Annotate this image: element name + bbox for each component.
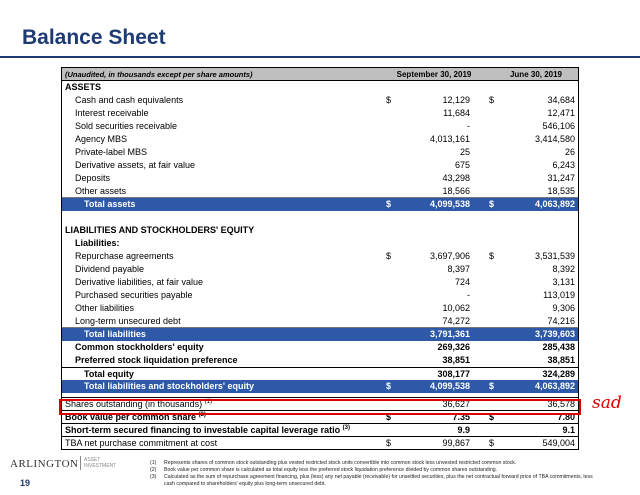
cell-label: Purchased securities payable [75, 290, 193, 300]
cell-v1: 18,566 [442, 186, 470, 196]
table-header [62, 68, 578, 81]
cell-v1: 25 [459, 147, 470, 157]
table-row [62, 94, 578, 107]
table-row [62, 107, 578, 120]
cell-v1: 12,129 [442, 95, 470, 105]
header-col-sep-2019: September 30, 2019 [396, 70, 472, 79]
cell-label: Derivative assets, at fair value [75, 160, 196, 170]
cell-v2: 74,216 [547, 316, 575, 326]
table-row [62, 159, 578, 172]
liab-equity-heading: LIABILITIES AND STOCKHOLDERS' EQUITY [65, 225, 255, 235]
shares-outstanding-row: Shares outstanding (in thousands) $^{(1)}$ 36,627 36,578 [62, 397, 578, 410]
company-logo: ARLINGTON [10, 458, 79, 470]
cell-v2: 31,247 [547, 173, 575, 183]
total-liab-equity-row: Total liabilities and stockholders' equity $ 4,099,538 $ 4,063,892 [62, 380, 578, 393]
cell-v1: 43,298 [442, 173, 470, 183]
liabilities-heading: Liabilities: [75, 238, 120, 248]
table-row [62, 146, 578, 159]
logo-divider [80, 456, 81, 470]
cell-v1: - [467, 121, 470, 131]
table-row [62, 263, 578, 276]
cell-label: Sold securities receivable [75, 121, 178, 131]
common-equity-row: Common stockholders' equity 269,326 285,438 [75, 342, 575, 352]
cell-v1: 74,272 [442, 316, 470, 326]
table-row [62, 185, 578, 198]
assets-heading: ASSETS [65, 82, 102, 92]
cell-v2: 26 [564, 147, 575, 157]
page-number: 19 [20, 478, 31, 488]
cell-v1: 10,062 [442, 303, 470, 313]
cell-v1: 11,684 [443, 108, 470, 118]
cell-label: Other liabilities [75, 303, 135, 313]
header-label: (Unaudited, in thousands except per share amounts) [65, 70, 253, 79]
sad-annotation: sad [592, 393, 622, 413]
cell-label: Repurchase agreements [75, 251, 174, 261]
table-row [62, 120, 578, 133]
cell-v2: 6,243 [552, 160, 575, 170]
tba-row: TBA net purchase commitment at cost $ 99,867 $ 549,004 [62, 436, 578, 449]
title-rule [0, 56, 640, 58]
book-value-highlight-box [59, 399, 581, 415]
cell-label: Deposits [75, 173, 111, 183]
table-row [62, 289, 578, 302]
cell-label: Cash and cash equivalents [75, 95, 184, 105]
cell-v2: 34,684 [547, 95, 575, 105]
spacer [62, 211, 578, 224]
cell-v2: 3,414,580 [534, 134, 575, 144]
liabilities-rows [62, 250, 578, 328]
cell-v1: 675 [454, 160, 470, 170]
total-assets-row: Total assets $ 4,099,538 $ 4,063,892 [62, 198, 578, 211]
cell-v2: 18,535 [547, 186, 575, 196]
cell-v1: 724 [454, 277, 470, 287]
cell-label: Interest receivable [75, 108, 149, 118]
cell-d2: $ [489, 251, 495, 261]
table-row [62, 276, 578, 289]
cell-v1: 8,397 [447, 264, 470, 274]
cell-label: Long-term unsecured debt [75, 316, 181, 326]
leverage-row: Short-term secured financing to investable capital leverage ratio $^{(3)}$ 9.9 9.1 [62, 423, 578, 436]
cell-label: Other assets [75, 186, 127, 196]
total-liabilities-row: Total liabilities 3,791,361 3,739,603 [62, 328, 578, 341]
cell-v1: - [467, 290, 470, 300]
table-row [62, 133, 578, 146]
table-row [62, 172, 578, 185]
assets-rows [62, 94, 578, 198]
cell-d1: $ [386, 251, 392, 261]
cell-v2: 546,106 [542, 121, 575, 131]
cell-label: Private-label MBS [75, 147, 148, 157]
cell-v2: 3,131 [552, 277, 575, 287]
cell-v2: 9,306 [552, 303, 575, 313]
preferred-row: Preferred stock liquidation preference 38,851 38,851 [75, 355, 575, 365]
cell-v2: 8,392 [552, 264, 575, 274]
cell-d2: $ [489, 95, 495, 105]
cell-label: Derivative liabilities, at fair value [75, 277, 204, 287]
logo-subtitle: ASSET INVESTMENT [84, 457, 117, 469]
cell-v2: 113,019 [543, 290, 575, 300]
table-row [62, 250, 578, 263]
header-col-jun-2019: June 30, 2019 [509, 70, 563, 79]
page-title: Balance Sheet [22, 26, 166, 49]
cell-label: Agency MBS [75, 134, 128, 144]
cell-v2: 12,471 [547, 108, 575, 118]
book-value-row: Book value per common share $^{(2)}$ $ 7.35 $ 7.80 [62, 410, 578, 423]
cell-v1: 4,013,161 [429, 134, 470, 144]
table-row [62, 302, 578, 315]
cell-v2: 3,531,539 [534, 251, 575, 261]
total-equity-row: Total equity 308,177 324,289 [62, 367, 578, 380]
cell-v1: 3,697,906 [429, 251, 470, 261]
cell-label: Dividend payable [75, 264, 145, 274]
balance-sheet-table [61, 67, 579, 450]
table-row [62, 315, 578, 328]
cell-d1: $ [386, 95, 392, 105]
